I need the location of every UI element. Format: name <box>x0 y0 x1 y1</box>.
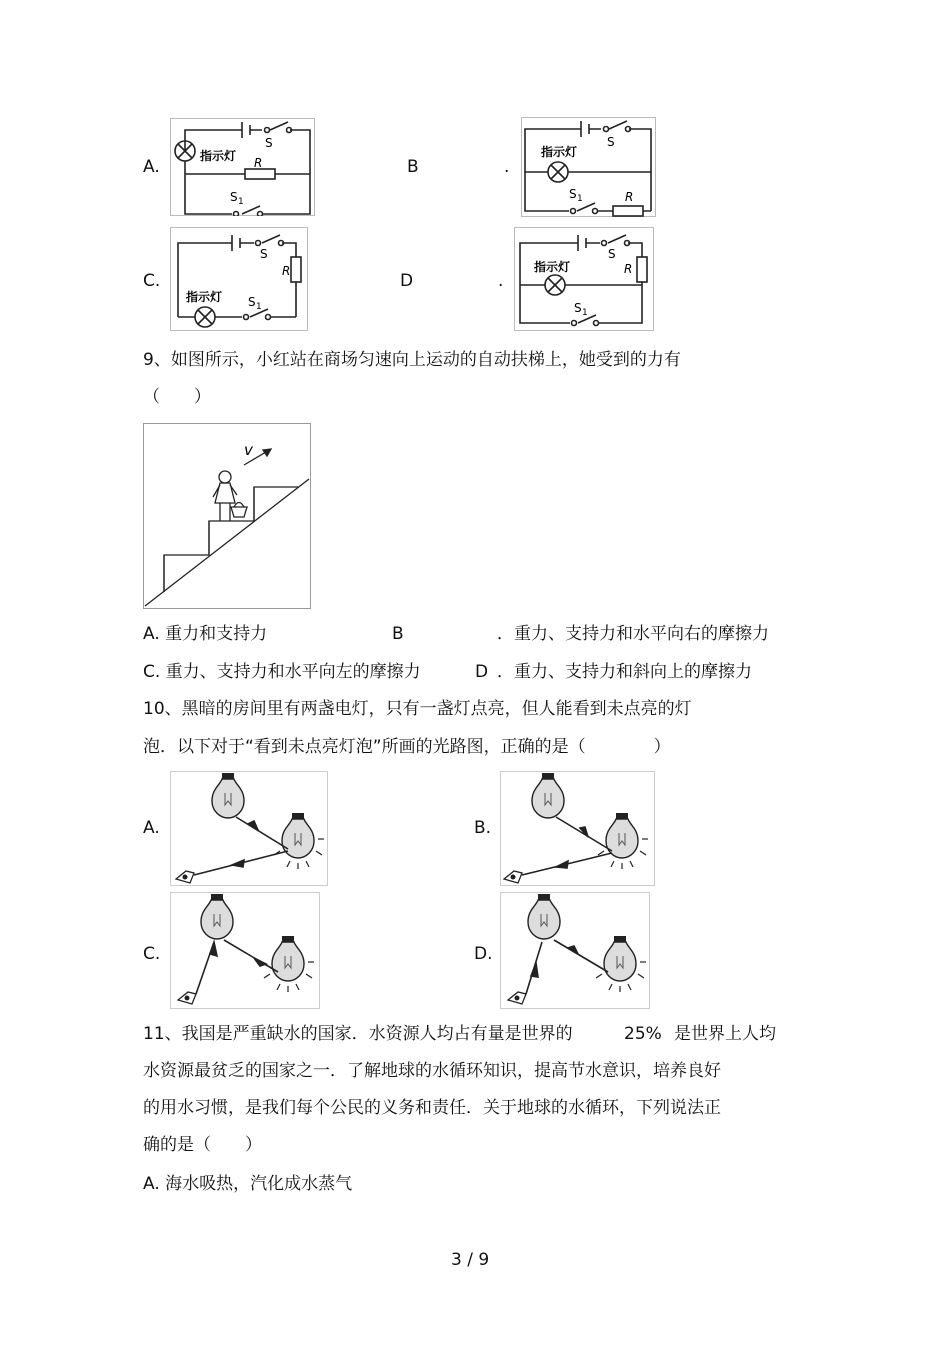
svg-text:S: S <box>260 247 268 261</box>
q10-ray-diagram-b <box>500 771 655 886</box>
q11-stem-line1a: 11、我国是严重缺水的国家．水资源人均占有量是世界的 <box>143 1024 573 1044</box>
q11-stem-line3: 的用水习惯，是我们每个公民的义务和责任．关于地球的水循环，下列说法正 <box>143 1098 721 1118</box>
q11-stem-line4: 确的是（ ） <box>143 1135 262 1155</box>
q8-option-c-label: C. <box>143 271 161 291</box>
velocity-label: v <box>244 441 253 459</box>
svg-text:R: R <box>282 264 291 278</box>
q11-stem-line2: 水资源最贫乏的国家之一．了解地球的水循环知识，提高节水意识，培养良好 <box>143 1061 721 1081</box>
q10-stem-line1: 10、黑暗的房间里有两盏电灯，只有一盏灯点亮，但人能看到未点亮的灯 <box>143 699 692 719</box>
q8-option-a-label: A. <box>143 157 160 177</box>
lamp-label: 指示灯 <box>200 149 237 163</box>
q8-circuit-b <box>521 117 656 217</box>
q10-option-d-label: D. <box>474 944 493 964</box>
svg-text:指示灯: 指示灯 <box>186 290 223 304</box>
q8-option-d-label: D <box>400 271 414 291</box>
q11-stem-line1b: 是世界上人均 <box>674 1024 776 1044</box>
q8-circuit-d <box>514 227 654 331</box>
q10-stem-line2: 泡．以下对于“看到未点亮灯泡”所画的光路图，正确的是（ ） <box>143 737 671 757</box>
svg-text:1: 1 <box>238 197 244 207</box>
q10-ray-diagram-c <box>170 892 320 1009</box>
page-number: 3 / 9 <box>451 1250 490 1270</box>
svg-text:指示灯: 指示灯 <box>534 260 571 274</box>
svg-text:1: 1 <box>577 194 583 204</box>
q8-option-d-dot: . <box>498 271 504 291</box>
svg-text:1: 1 <box>582 308 588 318</box>
svg-text:S: S <box>569 187 577 201</box>
svg-text:1: 1 <box>256 302 262 312</box>
q8-option-b-dot: . <box>504 157 510 177</box>
q8-circuit-c <box>170 227 308 331</box>
svg-text:S: S <box>608 247 616 261</box>
q9-stem-line2: （ ） <box>143 387 211 407</box>
q9-option-c: C. 重力、支持力和水平向左的摩擦力 <box>143 662 421 682</box>
q10-option-c-label: C. <box>143 944 161 964</box>
q9-option-b-text: ．重力、支持力和水平向右的摩擦力 <box>497 624 769 644</box>
svg-text:S: S <box>574 301 582 315</box>
q11-option-a: A. 海水吸热，汽化成水蒸气 <box>143 1174 353 1194</box>
q10-ray-diagram-d <box>500 892 650 1009</box>
q8-option-b-label: B <box>407 157 419 177</box>
svg-text:S: S <box>230 190 238 204</box>
svg-text:R: R <box>624 262 633 276</box>
q9-escalator-figure <box>143 423 311 609</box>
q11-stem-percentage: 25% <box>624 1024 662 1044</box>
q10-ray-diagram-a <box>170 771 328 886</box>
q9-option-d-letter: D <box>475 662 489 682</box>
q9-option-b-letter: B <box>392 624 404 644</box>
q9-option-a: A. 重力和支持力 <box>143 624 268 644</box>
q10-option-a-label: A. <box>143 818 160 838</box>
q9-stem-line1: 9、如图所示，小红站在商场匀速向上运动的自动扶梯上，她受到的力有 <box>143 350 681 370</box>
svg-text:指示灯: 指示灯 <box>541 145 578 159</box>
q10-option-b-label: B. <box>474 818 492 838</box>
q9-option-d-text: ．重力、支持力和斜向上的摩擦力 <box>497 662 752 682</box>
resistor-label: R <box>254 156 263 170</box>
svg-text:S: S <box>248 295 256 309</box>
svg-text:R: R <box>625 190 634 204</box>
switch-s-label: S <box>265 136 273 150</box>
q8-circuit-a <box>170 118 315 216</box>
svg-text:S: S <box>607 135 615 149</box>
